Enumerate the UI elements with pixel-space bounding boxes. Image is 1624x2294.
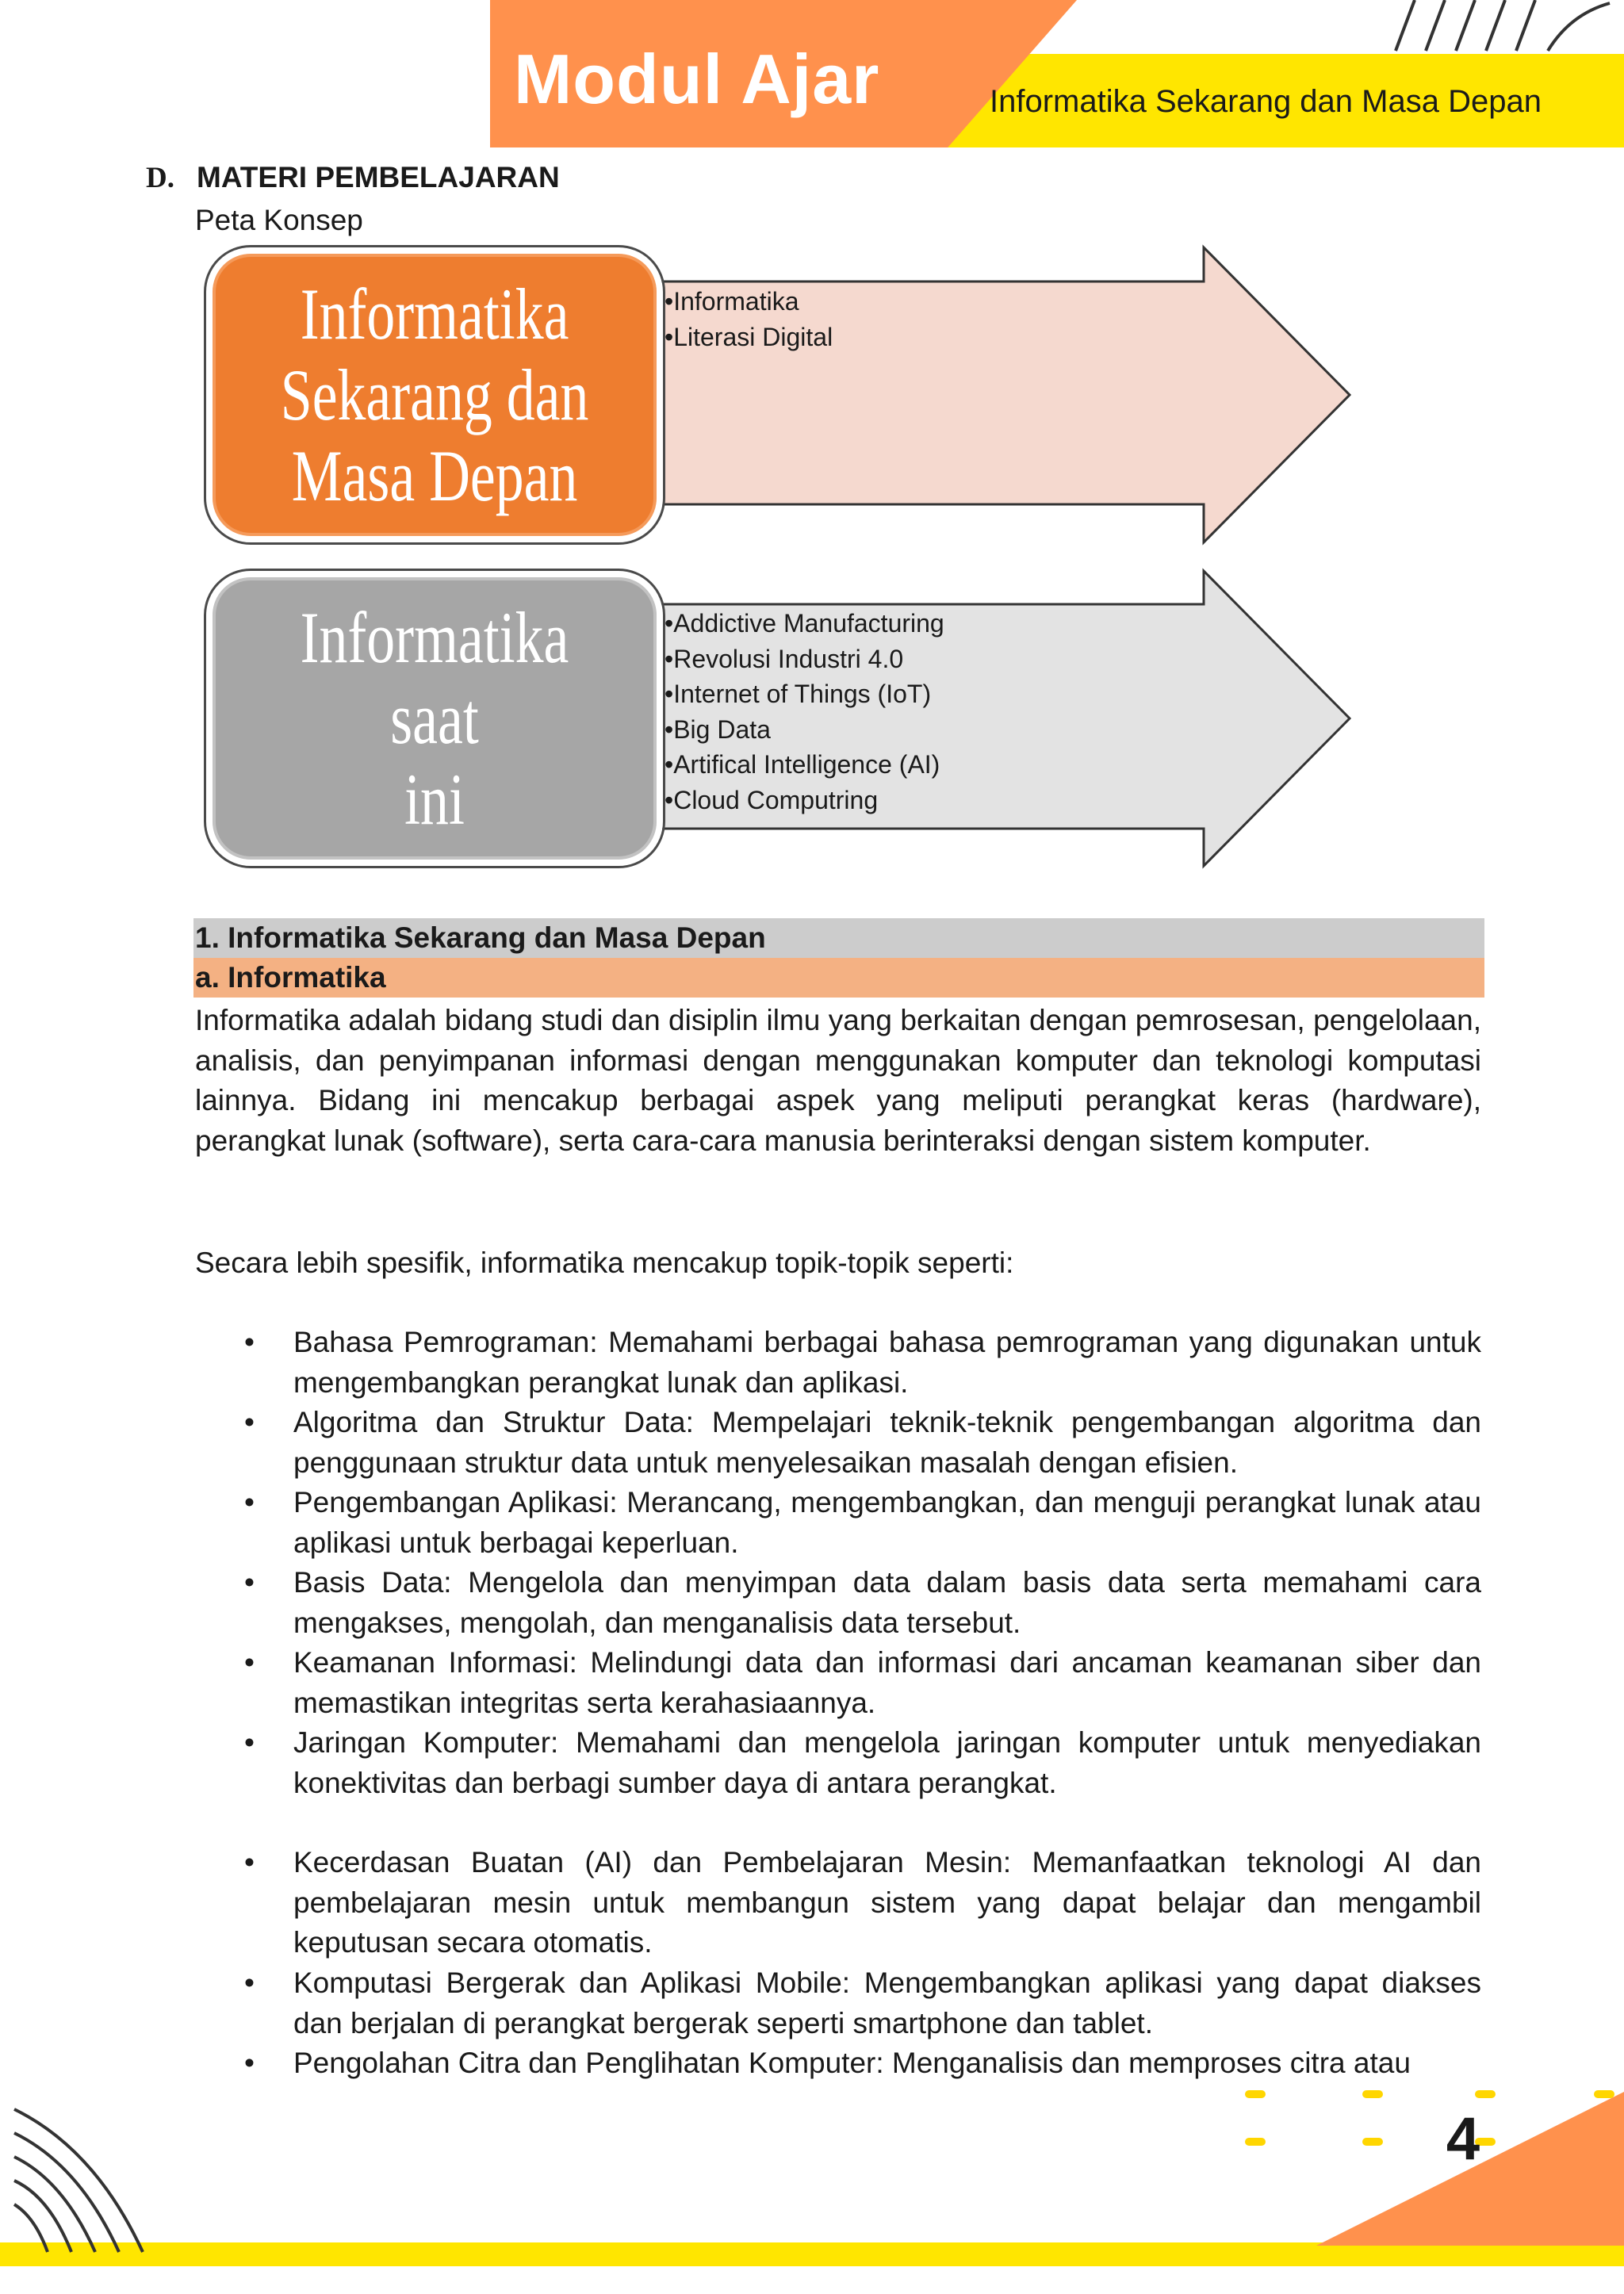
page-number: 4 <box>1446 2105 1480 2173</box>
bullet-icon: • <box>244 1406 255 1438</box>
concept-item: • Revolusi Industri 4.0 <box>665 641 1267 677</box>
list-item-text: Pengembangan Aplikasi: Merancang, mengembangkan, dan menguji perangkat lunak atau aplikasi untuk berbagai keperluan. <box>293 1486 1481 1559</box>
paragraph-definition: Informatika adalah bidang studi dan disiplin ilmu yang berkaitan dengan pemrosesan, pengelolaan, analisis, dan penyimpanan informasi dengan menggunakan komputer dan teknologi komputasi lainnya. Bidang ini mencakup berbagai aspek yang meliputi perangkat keras (hardware), perangkat lunak (software), serta cara-cara manusia berinteraksi dengan sistem komputer. <box>195 1004 1481 1157</box>
concept-card-1-text: Informatika Sekarang dan Masa Depan <box>280 274 589 516</box>
section-title: MATERI PEMBELAJARAN <box>197 161 560 193</box>
heading-2: a. Informatika <box>195 961 386 994</box>
concept-card-informatika-saat-ini <box>206 571 663 866</box>
concept-item: • Artifical Intelligence (AI) <box>665 747 1267 783</box>
bullet-icon: • <box>244 1846 255 1878</box>
bullet-icon: • <box>244 1486 255 1518</box>
list-item-text: Jaringan Komputer: Memahami dan mengelola jaringan komputer untuk menyediakan konektivitas dan berbagi sumber daya di antara perangkat. <box>293 1726 1481 1799</box>
concept-card-1-items <box>665 284 1220 363</box>
bullet-icon: • <box>244 1646 255 1679</box>
concept-map-caption: Peta Konsep <box>195 204 363 236</box>
list-item-text: Pengolahan Citra dan Penglihatan Komputer: Menganalisis dan memproses citra atau <box>293 2047 1411 2079</box>
header-title: Modul Ajar <box>514 40 880 118</box>
list-item-text: Basis Data: Mengelola dan menyimpan data dalam basis data serta memahami cara mengakses, mengolah, dan menganalisis data tersebut. <box>293 1566 1481 1639</box>
paragraph-intro-list: Secara lebih spesifik, informatika mencakup topik-topik seperti: <box>195 1247 1014 1279</box>
footer-decoration <box>0 2062 1624 2294</box>
list-item-text: Algoritma dan Struktur Data: Mempelajari teknik-teknik pengembangan algoritma dan penggunaan struktur data untuk menyelesaikan masalah dengan efisien. <box>293 1406 1481 1479</box>
bullet-icon: • <box>244 1726 255 1759</box>
list-item-text: Kecerdasan Buatan (AI) dan Pembelajaran Mesin: Memanfaatkan teknologi AI dan pembelajaran mesin untuk membangun sistem yang dapat belajar dan mengambil keputusan secara otomatis. <box>293 1846 1481 1959</box>
header-subtitle: Informatika Sekarang dan Masa Depan <box>990 84 1542 119</box>
concept-item: • Big Data <box>665 712 1267 748</box>
concept-card-informatika-sekarang <box>206 247 663 542</box>
bullet-icon: • <box>244 1326 255 1358</box>
concept-card-2-text: Informatika saat ini <box>300 597 569 840</box>
list-item-text: Komputasi Bergerak dan Aplikasi Mobile: Mengembangkan aplikasi yang dapat diakses dan berjalan di perangkat bergerak seperti smartphone dan tablet. <box>293 1967 1481 2039</box>
concept-item: • Literasi Digital <box>665 320 1220 355</box>
bullet-icon: • <box>244 1967 255 1999</box>
list-item-text: Bahasa Pemrograman: Memahami berbagai bahasa pemrograman yang digunakan untuk mengembangkan perangkat lunak dan aplikasi. <box>293 1326 1481 1399</box>
concept-item: • Cloud Computring <box>665 783 1267 818</box>
footer-arcs-decoration <box>14 2109 143 2252</box>
concept-item: • Internet of Things (IoT) <box>665 676 1267 712</box>
section-letter: D. <box>146 162 174 194</box>
bullet-icon: • <box>244 2047 255 2079</box>
heading-1: 1. Informatika Sekarang dan Masa Depan <box>195 921 766 954</box>
bullet-icon: • <box>244 1566 255 1599</box>
list-item-text: Keamanan Informasi: Melindungi data dan informasi dari ancaman keamanan siber dan memastikan integritas serta kerahasiaannya. <box>293 1646 1481 1719</box>
concept-item: • Addictive Manufacturing <box>665 606 1267 641</box>
concept-item: • Informatika <box>665 284 1220 320</box>
concept-card-2-items <box>665 606 1267 828</box>
footer-yellow-band <box>0 2242 1624 2266</box>
